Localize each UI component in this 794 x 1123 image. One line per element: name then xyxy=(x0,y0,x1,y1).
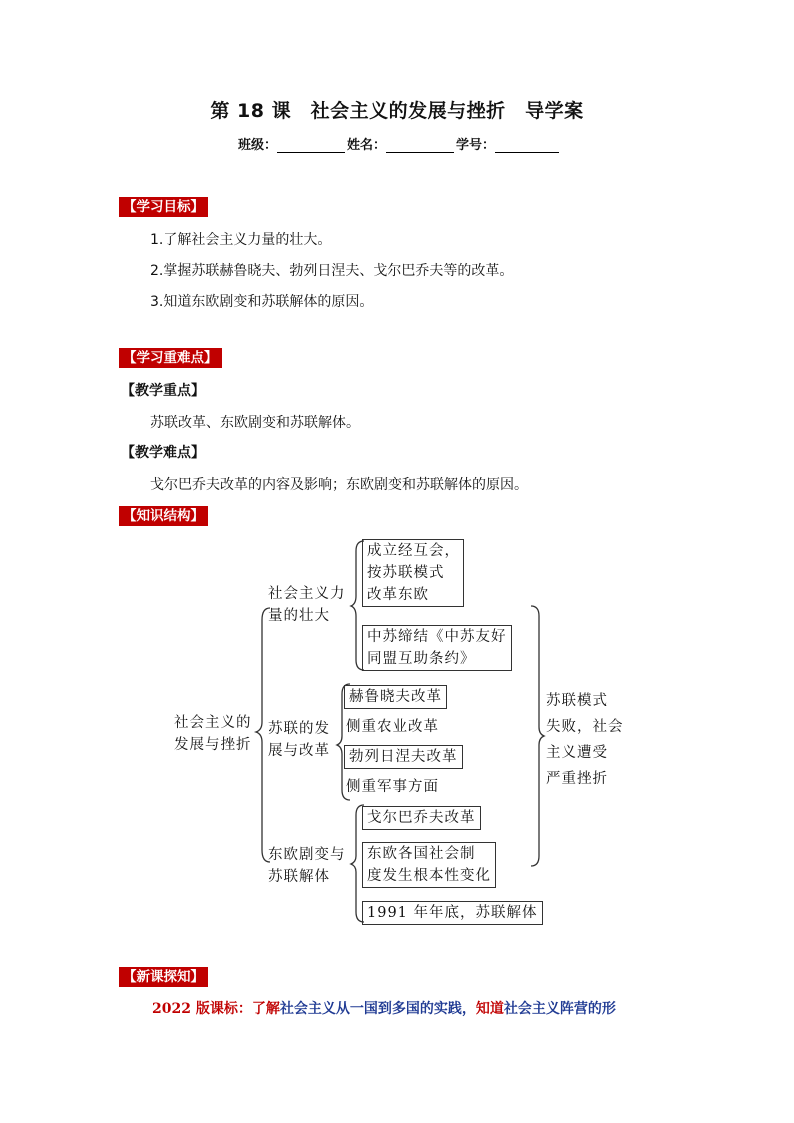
conclusion-line: 严重挫折 xyxy=(546,771,608,787)
focus-label: 【教学重点】 xyxy=(121,383,205,399)
conclusion-line: 苏联模式 xyxy=(546,693,608,709)
leaf-ussr-dissolution: 1991 年年底，苏联解体 xyxy=(362,901,543,925)
leaf-line: 按苏联模式 xyxy=(367,565,445,581)
objective-item: 1.了解社会主义力量的壮大。 xyxy=(150,232,332,248)
page-title: 第 18 课 社会主义的发展与挫折 导学案 xyxy=(210,100,584,122)
focus-text: 苏联改革、东欧剧变和苏联解体。 xyxy=(150,415,360,431)
leaf-comecon xyxy=(362,539,464,607)
objective-item: 2.掌握苏联赫鲁晓夫、勃列日涅夫、戈尔巴乔夫等的改革。 xyxy=(150,263,514,279)
branch-label-line: 苏联解体 xyxy=(268,869,330,885)
branch-label-line: 量的壮大 xyxy=(268,608,330,624)
leaf-brezhnev-reform: 勃列日涅夫改革 xyxy=(344,745,463,769)
leaf-line: 东欧各国社会制 xyxy=(367,846,476,862)
branch-label-line: 苏联的发 xyxy=(268,721,330,737)
leaf-sino-soviet-treaty xyxy=(362,625,512,671)
standard-verb: 知道 xyxy=(475,1001,504,1017)
standard-prefix: 2022 版课标： xyxy=(152,1001,252,1017)
objectives-tag: 【学习目标】 xyxy=(119,197,208,217)
structure-tag: 【知识结构】 xyxy=(119,506,208,526)
leaf-military-focus: 侧重军事方面 xyxy=(346,779,439,795)
branch-label-line: 东欧剧变与 xyxy=(268,847,346,863)
leaf-khrushchev-reform: 赫鲁晓夫改革 xyxy=(344,685,447,709)
leaf-agriculture-focus: 侧重农业改革 xyxy=(346,719,439,735)
branch-label-line: 社会主义力 xyxy=(268,586,346,602)
new-lesson-tag: 【新课探知】 xyxy=(119,967,208,987)
name-label: 姓名： xyxy=(347,138,387,153)
leaf-line: 同盟互助条约》 xyxy=(367,651,476,667)
conclusion-bracket xyxy=(531,606,544,866)
leaf-eastern-europe-change xyxy=(362,842,496,888)
difficulty-label: 【教学难点】 xyxy=(121,445,205,461)
root-line: 社会主义的 xyxy=(174,715,252,731)
standard-text: 社会主义阵营的形 xyxy=(503,1001,616,1017)
leaf-line: 改革东欧 xyxy=(367,587,429,603)
conclusion-line: 失败，社会 xyxy=(546,719,624,735)
curriculum-standard xyxy=(152,998,616,1018)
root-line: 发展与挫折 xyxy=(174,737,252,753)
branch-label-soviet-reform xyxy=(268,718,330,762)
number-label: 学号： xyxy=(456,138,496,153)
conclusion-line: 主义遭受 xyxy=(546,745,608,761)
standard-verb: 了解 xyxy=(251,1001,280,1017)
leaf-gorbachev-reform: 戈尔巴乔夫改革 xyxy=(362,806,481,830)
branch-label-line: 展与改革 xyxy=(268,743,330,759)
objective-item: 3.知道东欧剧变和苏联解体的原因。 xyxy=(150,294,374,310)
branch-label-collapse xyxy=(268,844,346,888)
leaf-line: 度发生根本性变化 xyxy=(367,868,491,884)
standard-text: 社会主义从一国到多国的实践， xyxy=(279,1001,476,1017)
branch-label-socialism-growth xyxy=(268,583,346,627)
difficulty-text: 戈尔巴乔夫改革的内容及影响；东欧剧变和苏联解体的原因。 xyxy=(150,477,528,493)
class-label: 班级： xyxy=(238,138,278,153)
leaf-line: 中苏缔结《中苏友好 xyxy=(367,629,507,645)
leaf-line: 成立经互会， xyxy=(367,543,460,559)
structure-conclusion xyxy=(546,688,624,792)
key-points-tag: 【学习重难点】 xyxy=(119,348,222,368)
structure-root xyxy=(174,712,252,756)
